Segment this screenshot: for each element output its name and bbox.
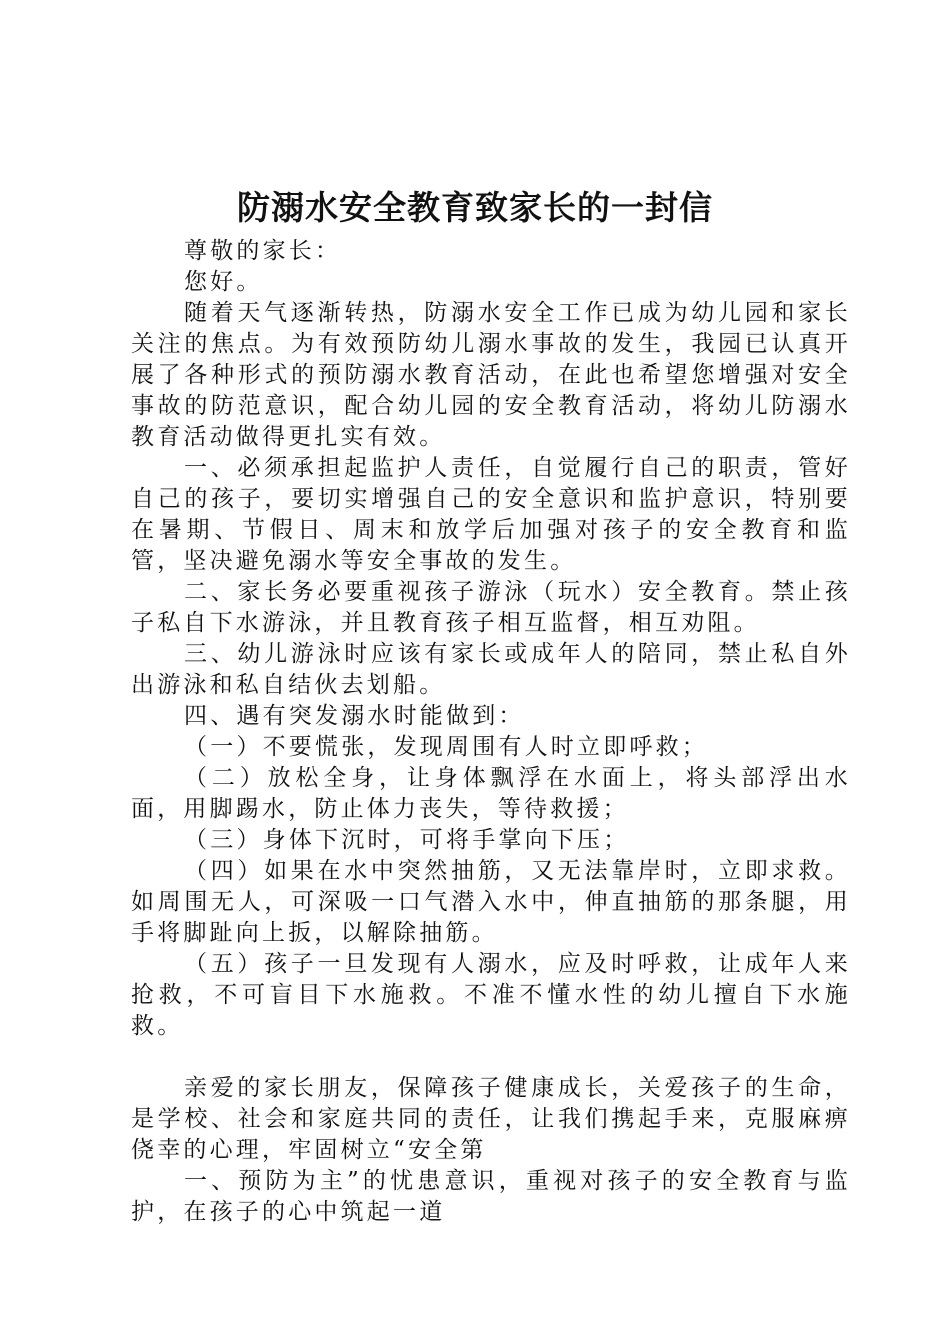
sub-point-1: （一）不要慌张，发现周围有人时立即呼救； <box>184 734 708 760</box>
closing-paragraph: 亲爱的家长朋友，保障孩子健康成长，关爱孩子的生命，是学校、社会和家庭共同的责任，让我们携起手来，克服麻痹侥幸的心理，牢固树立“安全第 <box>131 1075 851 1163</box>
sub-point-3: （三）身体下沉时，可将手掌向下压； <box>184 827 630 853</box>
point-three: 三、幼儿游泳时应该有家长或成年人的陪同，禁止私自外出游泳和私自结伙去划船。 <box>131 641 851 698</box>
sub-point-4: （四）如果在水中突然抽筋，又无法靠岸时，立即求救。如周围无人，可深吸一口气潜入水中，伸直抽筋的那条腿，用手将脚趾向上扳，以解除抽筋。 <box>131 858 851 946</box>
letter-body <box>131 236 851 1228</box>
sub-point-2: （二）放松全身，让身体飘浮在水面上，将头部浮出水面，用脚踢水，防止体力丧失，等待救援； <box>131 765 851 822</box>
sub-point-5: （五）孩子一旦发现有人溺水，应及时呼救，让成年人来抢救，不可盲目下水施救。不准不懂水性的幼儿擅自下水施救。 <box>131 951 851 1039</box>
point-two: 二、家长务必要重视孩子游泳（玩水）安全教育。禁止孩子私自下水游泳，并且教育孩子相互监督，相互劝阻。 <box>131 579 851 636</box>
point-four: 四、遇有突发溺水时能做到： <box>184 703 525 729</box>
salutation: 尊敬的家长： <box>184 238 342 264</box>
paragraph-gap <box>131 1042 851 1073</box>
closing-continuation: 一、预防为主”的忧患意识，重视对孩子的安全教育与监护，在孩子的心中筑起一道 <box>131 1168 851 1225</box>
point-one: 一、必须承担起监护人责任，自觉履行自己的职责，管好自己的孩子，要切实增强自己的安全意识和监护意识，特别要在暑期、节假日、周末和放学后加强对孩子的安全教育和监管，坚决避免溺水等安全事故的发生。 <box>131 455 851 574</box>
intro-paragraph: 随着天气逐渐转热，防溺水安全工作已成为幼儿园和家长关注的焦点。为有效预防幼儿溺水事故的发生，我园已认真开展了各种形式的预防溺水教育活动，在此也希望您增强对安全事故的防范意识，配合幼儿园的安全教育活动，将幼儿防溺水教育活动做得更扎实有效。 <box>131 300 851 450</box>
greeting: 您好。 <box>184 269 263 295</box>
document-title: 防溺水安全教育致家长的一封信 <box>237 188 713 227</box>
